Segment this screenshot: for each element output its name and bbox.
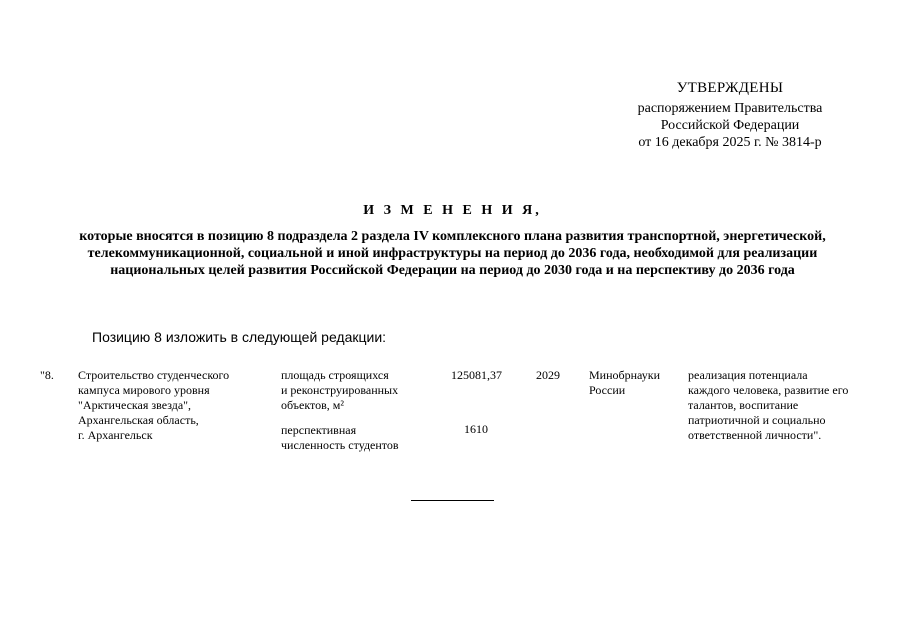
object-name-line: Строительство студенческого — [78, 368, 230, 382]
document-title: И З М Е Н Е Н И Я, — [363, 203, 542, 218]
indicator-line: перспективная — [281, 423, 357, 437]
indicator-area — [281, 368, 426, 413]
object-name-line: г. Архангельск — [78, 428, 153, 442]
indicator-line: и реконструированных — [281, 383, 399, 397]
goal-line: талантов, воспитание — [688, 398, 799, 412]
object-name-line: "Арктическая звезда", — [78, 398, 192, 412]
goal-line: каждого человека, развитие его — [688, 383, 849, 397]
approval-block — [605, 80, 855, 151]
indicator-line: объектов, м² — [281, 398, 344, 412]
value-area: 125081,37 — [451, 368, 502, 382]
approval-line: распоряжением Правительства — [637, 101, 823, 116]
indicator-line: площадь строящихся — [281, 368, 389, 382]
completion-year: 2029 — [536, 368, 560, 382]
object-name-line: Архангельская область, — [78, 413, 199, 427]
end-divider — [411, 500, 494, 501]
goal-line: ответственной личности". — [688, 428, 822, 442]
indicator-values — [430, 368, 502, 437]
value-students: 1610 — [464, 422, 488, 436]
document-subtitle: которые вносятся в позицию 8 подраздела 2 раздела IV комплексного плана развития транспортной, энергетической, телекоммуникационной, социальной и иной инфраструктуры на период до 2036 года, необходимой для реализации национальных целей развития Российской Федерации на период до 2030 года и на перспективу до 2036 года — [79, 229, 826, 278]
indicator-line: численность студентов — [281, 438, 399, 452]
responsible-body — [589, 368, 679, 398]
indicator-students — [281, 423, 426, 453]
approval-heading: УТВЕРЖДЕНЫ — [676, 80, 784, 96]
object-name — [78, 368, 263, 443]
goal-line: патриотичной и социально — [688, 413, 826, 427]
position-number: "8. — [40, 368, 54, 382]
table-row — [0, 368, 905, 478]
responsible-line: Минобрнауки — [589, 368, 661, 382]
goal — [688, 368, 868, 443]
intro-text: Позицию 8 изложить в следующей редакции: — [92, 329, 387, 345]
approval-line: Российской Федерации — [660, 118, 800, 133]
goal-line: реализация потенциала — [688, 368, 808, 382]
object-name-line: кампуса мирового уровня — [78, 383, 210, 397]
responsible-line: России — [589, 383, 626, 397]
approval-date-line: от 16 декабря 2025 г. № 3814-р — [638, 135, 822, 150]
indicators — [281, 368, 426, 463]
